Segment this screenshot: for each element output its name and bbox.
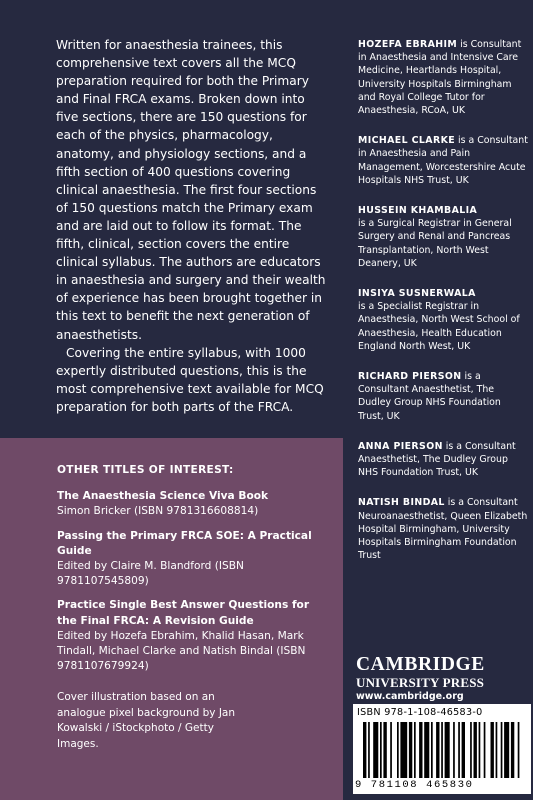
barcode-bar [424, 722, 429, 778]
book-title: The Anaesthesia Science Viva Book [57, 490, 269, 503]
barcode-bar [380, 722, 382, 778]
author-name: RICHARD PIERSON [358, 371, 462, 383]
author-bio [358, 287, 528, 353]
barcode-bar [441, 722, 443, 778]
author-name: MICHAEL CLARKE [358, 135, 456, 147]
barcode-bar [445, 722, 450, 778]
cover-credit: Cover illustration based on an analogue pixel background by Jan Kowalski / iStockphoto / Getty Images. [57, 691, 236, 750]
barcode-bar [373, 722, 378, 778]
barcode-bar [458, 722, 460, 778]
barcode-bar [400, 722, 407, 778]
other-titles-heading: OTHER TITLES OF INTEREST: [57, 464, 234, 476]
barcode-bar [496, 722, 498, 778]
author-name: NATISH BINDAL [358, 497, 445, 509]
barcode-bar [479, 722, 481, 778]
author-desc: is a Consultant Anaesthetist, The Dudley Group NHS Foundation Trust, UK [358, 371, 501, 422]
isbn-label: ISBN 978-1-108-46583-0 [357, 707, 483, 718]
book-entry [57, 529, 332, 590]
author-bio [358, 496, 528, 562]
barcode-bar [491, 722, 494, 778]
barcode-bar [474, 722, 477, 778]
barcode-bar [368, 722, 370, 778]
book-detail: Edited by Hozefa Ebrahim, Khalid Hasan, Mark Tindall, Michael Clarke and Natish Bindal (ISBN 9781107679924) [57, 629, 306, 673]
barcode-bar [431, 722, 433, 778]
book-title: Passing the Primary FRCA SOE: A Practical Guide [57, 529, 312, 557]
description-paragraph-1: Written for anaesthesia trainees, this comprehensive text covers all the MCQ preparation required for both the Primary and Final FRCA exams. Broken down into five sections, there are 150 questions for each of the physics, pharmacology, anatomy, and physiology sections, and a fifth section of 400 questions covering clinical anaesthesia. The first four sections of 150 questions match the Primary exam and are laid out to follow its format. The fifth, clinical, section covers the entire clinical syllabus. The authors are educators in anaesthesia and surgery and their wealth of experience has been brought together in this text to benefit the next generation of anaesthetists. [56, 38, 326, 342]
author-desc: is a Consultant Anaesthetist, The Dudley Group NHS Foundation Trust, UK [358, 440, 516, 479]
barcode-graphic [363, 722, 523, 778]
book-title: Practice Single Best Answer Questions for the Final FRCA: A Revision Guide [57, 599, 310, 627]
author-name: INSIYA SUSNERWALA [358, 288, 476, 300]
barcode-box [353, 704, 531, 794]
author-bio [358, 440, 528, 480]
barcode-bar [511, 722, 514, 778]
publisher-block [343, 648, 533, 800]
author-desc: is a Surgical Registrar in General Surgery and Renal and Pancreas Transplantation, North West Deanery, UK [358, 218, 512, 269]
book-entry [57, 489, 332, 519]
author-desc: is a Consultant in Anaesthesia and Pain Management, Worcestershire Acute Hospitals NHS Trust, UK [358, 135, 528, 186]
barcode-bar [390, 722, 392, 778]
author-bio [358, 204, 528, 270]
author-desc: is a Specialist Registrar in Anaesthesia, North West School of Anaesthesia, Health Education England North West, UK [358, 301, 520, 352]
author-name: HOZEFA EBRAHIM [358, 39, 458, 50]
author-bio [358, 38, 528, 117]
author-bios [358, 38, 528, 580]
author-bio [358, 134, 528, 187]
book-entry [57, 598, 332, 674]
barcode-bar [484, 722, 486, 778]
barcode-bar [414, 722, 416, 778]
barcode-bar [363, 722, 366, 778]
author-bio [358, 370, 528, 423]
description-paragraph-2: Covering the entire syllabus, with 1000 expertly distributed questions, this is the most comprehensive text available for MCQ preparation for both parts of the FRCA. [56, 345, 324, 414]
barcode-bar [504, 722, 509, 778]
publisher-url: www.cambridge.org [356, 691, 464, 702]
barcode-number: 9 781108 465830 [355, 779, 474, 791]
publisher-logo-line2: UNIVERSITY PRESS [356, 675, 485, 690]
book-description [56, 36, 328, 416]
barcode-bar [383, 722, 386, 778]
barcode-bar [462, 722, 465, 778]
book-detail: Edited by Claire M. Blandford (ISBN 9781107545809) [57, 560, 244, 588]
author-desc: is a Consultant Neuroanaesthetist, Queen Elizabeth Hospital Birmingham, University Hospitals Birmingham Foundation Trust [358, 497, 528, 562]
book-detail: Simon Bricker (ISBN 9781316608814) [57, 505, 259, 518]
author-name: ANNA PIERSON [358, 440, 443, 452]
barcode-bar [397, 722, 399, 778]
other-titles [57, 463, 332, 683]
barcode-bar [436, 722, 439, 778]
barcode-bar [419, 722, 422, 778]
publisher-logo-line1: CAMBRIDGE [356, 654, 485, 675]
barcode-bar [409, 722, 412, 778]
barcode-bar [453, 722, 455, 778]
barcode-bar [518, 722, 520, 778]
author-name: HUSSEIN KHAMBALIA [358, 205, 478, 217]
author-desc: is Consultant in Anaesthesia and Intensive Care Medicine, Heartlands Hospital, University Hospitals Birmingham and Royal College Tutor for Anaesthesia, RCoA, UK [358, 39, 522, 117]
barcode-bar [501, 722, 503, 778]
barcode-bar [470, 722, 472, 778]
barcode-bars [363, 722, 523, 778]
